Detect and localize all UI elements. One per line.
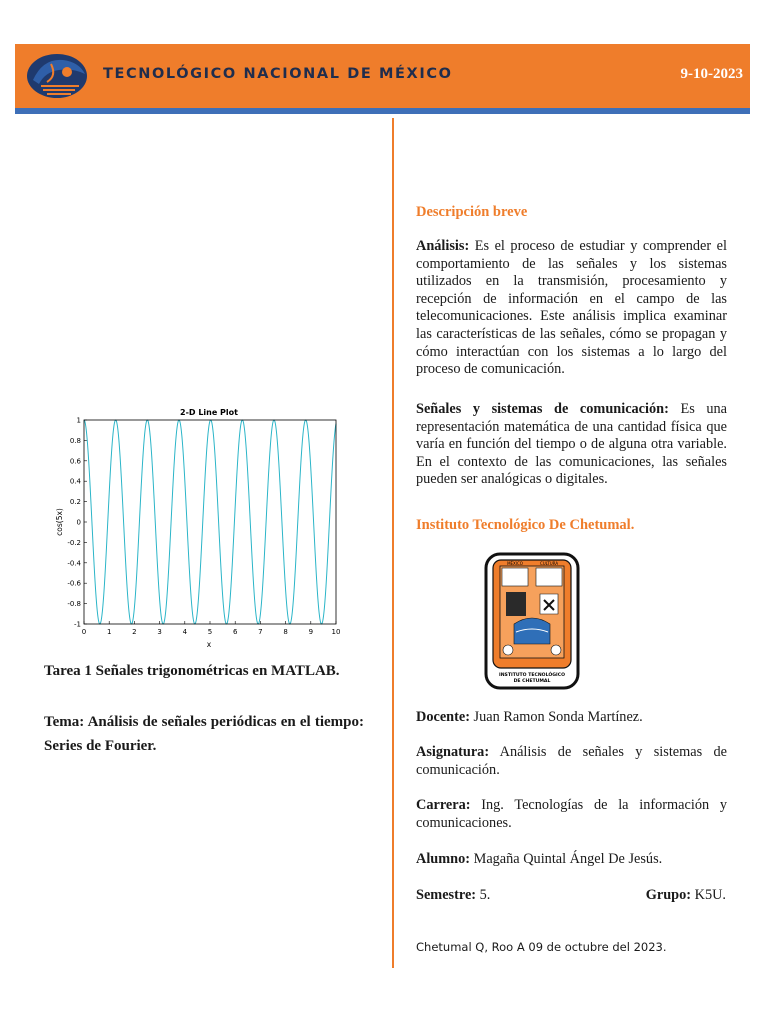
student-label: Alumno: [416,851,471,867]
analysis-term: Análisis: [416,238,470,254]
teacher-label: Docente: [416,709,470,725]
chart-ylabel: cos(5x) [55,508,64,536]
y-tick-label: -0.2 [67,538,81,547]
group-value: K5U. [691,887,726,903]
seal-text-chetumal: DE CHETUMAL [513,679,551,684]
column-divider [392,118,394,968]
teacher-line [416,709,727,727]
place-date-note: Chetumal Q, Roo A 09 de octubre del 2023. [416,940,667,954]
x-tick-label: 7 [258,628,263,636]
analysis-text: Es el proceso de estudiar y comprender el comportamiento de las señales y los sistemas utilizados en la transmisión, procesamiento y recepción de información en el campo de las telecomunicaciones. Este análisis implica examinar las características de las señales, cómo se propagan y cómo interactúan con los sistemas a lo largo del proceso de comunicación. [416,238,727,378]
subject-label: Asignatura: [416,744,490,760]
x-tick-label: 0 [81,628,87,636]
institution-name: TECNOLÓGICO NACIONAL DE MÉXICO [103,66,453,82]
x-tick-label: 9 [308,628,314,636]
y-tick-label: 0.2 [69,498,81,507]
y-tick-label: 0 [76,518,81,527]
seal-text-instituto: INSTITUTO TECNOLÓGICO [498,673,566,678]
seal-text-mexico: MÉXICO [507,561,523,566]
x-tick-label: 5 [207,628,213,636]
x-tick-label: 4 [182,628,188,636]
y-tick-label: 0.8 [69,436,81,445]
description-heading: Descripción breve [416,204,528,220]
x-tick-label: 2 [132,628,137,636]
header-stripe [15,108,750,114]
teacher-value: Juan Ramon Sonda Martínez. [469,709,643,725]
header-bar [15,44,750,108]
career-line [416,797,727,832]
y-tick-label: -0.8 [67,600,81,609]
career-value: Ing. Tecnologías de la información y comunicaciones. [416,797,727,831]
chart-xlabel: x [206,640,212,649]
x-tick-label: 3 [157,628,162,636]
semester-value: 5. [476,887,491,903]
y-tick-label: -0.6 [67,579,81,588]
institute-heading: Instituto Tecnológico De Chetumal. [416,517,635,533]
tecnm-logo-icon [23,50,95,102]
y-tick-label: -1 [74,620,81,629]
cos-plot-chart [54,404,350,650]
x-tick-label: 1 [106,628,112,636]
seal-text-cultura: CULTURA [539,561,559,566]
signals-paragraph [416,401,727,489]
y-tick-label: -0.4 [67,559,81,568]
analysis-paragraph [416,238,727,379]
career-label: Carrera: [416,797,471,813]
signals-text: Es una representación matemática de una cantidad física que varía en función del tiempo o de alguna otra variable. En el contexto de las comunicaciones, las señales pueden ser analógicas o digitales. [416,401,727,488]
group-line [646,887,726,905]
x-tick-label: 10 [331,628,341,636]
subject-value: Análisis de señales y sistemas de comunicación. [416,744,727,778]
subject-line [416,744,727,779]
document-date: 9-10-2023 [680,66,743,82]
chart-title: 2-D Line Plot [180,408,238,417]
itch-seal-icon [484,552,580,690]
group-label: Grupo: [645,887,692,903]
semester-label: Semestre: [416,887,477,903]
series-cos5x-line [84,420,336,624]
assignment-topic: Tema: Análisis de señales periódicas en el tiempo: Series de Fourier. [44,714,364,754]
assignment-title: Tarea 1 Señales trigonométricas en MATLAB. [44,663,340,679]
y-tick-label: 0.4 [69,477,81,486]
y-tick-label: 1 [76,416,81,425]
y-tick-label: 0.6 [69,457,81,466]
signals-term: Señales y sistemas de comunicación: [416,401,669,417]
student-line [416,851,727,869]
student-value: Magaña Quintal Ángel De Jesús. [470,851,663,867]
x-tick-label: 6 [232,628,238,636]
x-tick-label: 8 [283,628,288,636]
